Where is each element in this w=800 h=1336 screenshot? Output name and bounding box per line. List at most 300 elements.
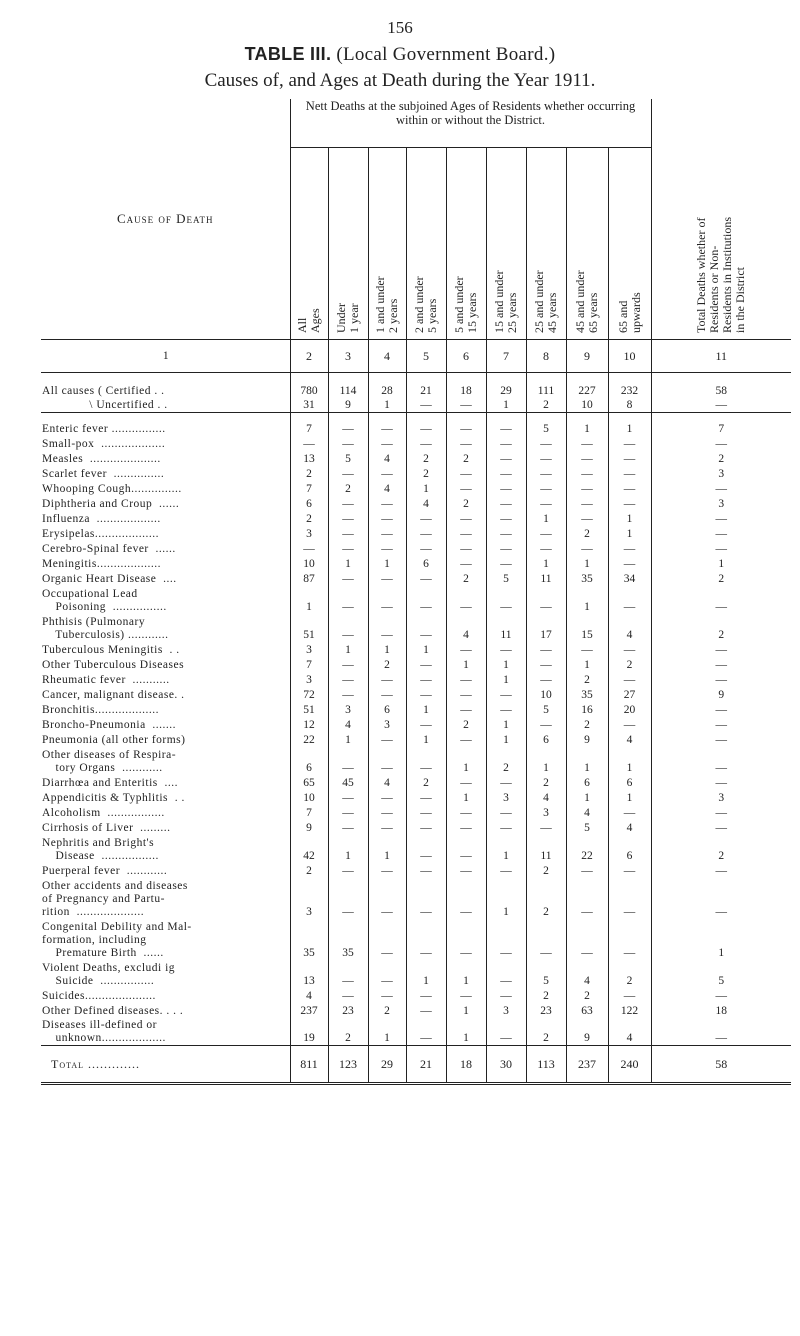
cause-label bbox=[41, 805, 290, 820]
cause-label-line: Suicides..................... bbox=[42, 989, 156, 1002]
cell-value: 2 bbox=[306, 864, 312, 877]
table-row bbox=[41, 835, 791, 863]
cell-value: — bbox=[406, 805, 446, 820]
cell-value: 111 bbox=[526, 373, 566, 398]
cell-value: — bbox=[368, 687, 406, 702]
cell-value: 9 bbox=[306, 821, 312, 834]
cell-value: — bbox=[328, 878, 368, 919]
cell-value: 20 bbox=[608, 702, 651, 717]
cell-value: 1 bbox=[486, 657, 526, 672]
cell-value: 1 bbox=[486, 835, 526, 863]
cause-label bbox=[41, 413, 290, 436]
cell-value: — bbox=[608, 556, 651, 571]
table-row bbox=[41, 687, 791, 702]
cell-value: — bbox=[608, 805, 651, 820]
cell-value: 13 bbox=[303, 974, 315, 987]
cause-label-line: Cancer, malignant disease. . bbox=[42, 688, 185, 701]
cell-value: — bbox=[406, 863, 446, 878]
cell-value: 28 bbox=[368, 373, 406, 398]
cell-value: — bbox=[406, 988, 446, 1003]
cell-value: — bbox=[651, 586, 791, 614]
age-header-line: 25 and under bbox=[532, 270, 546, 333]
cell-value: — bbox=[608, 496, 651, 511]
cause-label bbox=[41, 556, 290, 571]
cell-value: 10 bbox=[303, 557, 315, 570]
cell-value: 1 bbox=[368, 835, 406, 863]
cell-value: — bbox=[526, 717, 566, 732]
cell-value: — bbox=[406, 413, 446, 436]
column-number: 10 bbox=[608, 340, 651, 373]
cell-value: 10 bbox=[303, 791, 315, 804]
age-header-3 bbox=[368, 148, 406, 340]
cell-value: 2 bbox=[566, 988, 608, 1003]
cell-value: 2 bbox=[651, 571, 791, 586]
cell-value: — bbox=[526, 451, 566, 466]
cell-value: 65 bbox=[303, 776, 315, 789]
cell-value: — bbox=[486, 526, 526, 541]
cause-label-line: Small-pox ................... bbox=[42, 437, 166, 450]
cell-value: 2 bbox=[406, 775, 446, 790]
cause-label-line: Influenza ................... bbox=[42, 512, 161, 525]
cause-label bbox=[41, 496, 290, 511]
column-number: 5 bbox=[406, 340, 446, 373]
cell-value: 4 bbox=[566, 960, 608, 988]
cell-value: 23 bbox=[328, 1003, 368, 1018]
cause-label bbox=[41, 541, 290, 556]
cell-value: — bbox=[328, 863, 368, 878]
table-row bbox=[41, 805, 791, 820]
cell-value: — bbox=[651, 732, 791, 747]
table-row bbox=[41, 702, 791, 717]
age-header-line: 15 and under bbox=[492, 270, 506, 333]
age-header-line: All bbox=[295, 317, 309, 333]
cell-value: — bbox=[406, 436, 446, 451]
cause-label-line: rition .................... bbox=[42, 905, 145, 918]
age-header-line: upwards bbox=[628, 292, 643, 333]
cell-value: — bbox=[328, 541, 368, 556]
cell-value: — bbox=[303, 542, 315, 555]
cell-value: 11 bbox=[526, 835, 566, 863]
cell-value: 3 bbox=[368, 717, 406, 732]
cell-value: 11 bbox=[526, 571, 566, 586]
cell-value: 1 bbox=[446, 747, 486, 775]
cell-value: 2 bbox=[446, 496, 486, 511]
cell-value: — bbox=[651, 775, 791, 790]
cause-label-line: Tuberculosis) ............ bbox=[42, 628, 169, 641]
cell-value: — bbox=[368, 863, 406, 878]
age-header-line: 25 years bbox=[505, 292, 519, 333]
cell-value: 4 bbox=[328, 717, 368, 732]
cell-value: — bbox=[406, 687, 446, 702]
total-deaths-header bbox=[651, 99, 791, 340]
cell-value: — bbox=[328, 614, 368, 642]
cell-value: 4 bbox=[368, 481, 406, 496]
cell-value: 1 bbox=[486, 672, 526, 687]
cell-value: 22 bbox=[566, 835, 608, 863]
cell-value: 237 bbox=[300, 1004, 318, 1017]
cell-value: 6 bbox=[566, 775, 608, 790]
age-header-line: 65 years bbox=[586, 292, 600, 333]
cell-value: — bbox=[446, 687, 486, 702]
cause-label-line: Measles ..................... bbox=[42, 452, 161, 465]
column-number: 8 bbox=[526, 340, 566, 373]
cause-label bbox=[41, 732, 290, 747]
cell-value: — bbox=[328, 511, 368, 526]
cell-value: — bbox=[651, 820, 791, 835]
cell-value: 10 bbox=[526, 687, 566, 702]
cause-label-line: Suicide ................ bbox=[42, 974, 155, 987]
cell-value: 1 bbox=[526, 747, 566, 775]
cell-value: — bbox=[446, 511, 486, 526]
cell-value: — bbox=[446, 988, 486, 1003]
cell-value: 1 bbox=[486, 398, 526, 413]
cell-value: — bbox=[328, 747, 368, 775]
total-value: 240 bbox=[608, 1046, 651, 1084]
table-row bbox=[41, 960, 791, 988]
cell-value: — bbox=[368, 413, 406, 436]
cause-label bbox=[41, 511, 290, 526]
table-row bbox=[41, 373, 791, 398]
age-header-7 bbox=[526, 148, 566, 340]
age-header-line: 45 and under bbox=[573, 270, 587, 333]
cell-value: 4 bbox=[306, 989, 312, 1002]
cell-value: 1 bbox=[608, 747, 651, 775]
cell-value: 1 bbox=[651, 919, 791, 960]
cell-value: — bbox=[486, 1018, 526, 1046]
age-header-9 bbox=[608, 148, 651, 340]
cell-value: — bbox=[406, 878, 446, 919]
cell-value: 9 bbox=[566, 1018, 608, 1046]
cell-value: 23 bbox=[526, 1003, 566, 1018]
cell-value: — bbox=[446, 436, 486, 451]
cell-value: — bbox=[368, 747, 406, 775]
cell-value: — bbox=[368, 436, 406, 451]
column-number: 7 bbox=[486, 340, 526, 373]
cell-value: 6 bbox=[406, 556, 446, 571]
cell-value: 3 bbox=[328, 702, 368, 717]
cell-value: — bbox=[486, 496, 526, 511]
cell-value: — bbox=[566, 863, 608, 878]
table-row bbox=[41, 775, 791, 790]
cell-value: 2 bbox=[368, 1003, 406, 1018]
total-value: 29 bbox=[368, 1046, 406, 1084]
cause-label bbox=[41, 747, 290, 775]
cell-value: — bbox=[406, 526, 446, 541]
cell-value: 6 bbox=[306, 497, 312, 510]
table-row bbox=[41, 642, 791, 657]
table-row bbox=[41, 541, 791, 556]
cause-label-line: Enteric fever ................ bbox=[42, 422, 166, 435]
cell-value: — bbox=[608, 586, 651, 614]
cell-value: — bbox=[651, 436, 791, 451]
cell-value: — bbox=[328, 790, 368, 805]
cell-value: — bbox=[651, 398, 791, 413]
cell-value: — bbox=[328, 466, 368, 481]
cell-value: — bbox=[303, 437, 315, 450]
cause-label-line: Violent Deaths, excludi ig bbox=[42, 961, 176, 974]
cell-value: 1 bbox=[608, 526, 651, 541]
cause-label bbox=[41, 586, 290, 614]
cell-value: — bbox=[566, 451, 608, 466]
cell-value: 1 bbox=[608, 790, 651, 805]
cell-value: — bbox=[328, 571, 368, 586]
cell-value: 2 bbox=[608, 960, 651, 988]
cell-value: 1 bbox=[328, 556, 368, 571]
cell-value: — bbox=[368, 526, 406, 541]
cell-value: — bbox=[608, 672, 651, 687]
table-row bbox=[41, 747, 791, 775]
cell-value: 3 bbox=[306, 905, 312, 918]
cell-value: 3 bbox=[486, 1003, 526, 1018]
table-row bbox=[41, 413, 791, 436]
cell-value: 1 bbox=[446, 1003, 486, 1018]
cell-value: — bbox=[368, 878, 406, 919]
cell-value: — bbox=[368, 672, 406, 687]
cell-value: — bbox=[526, 642, 566, 657]
cell-value: 5 bbox=[526, 960, 566, 988]
cell-value: — bbox=[406, 820, 446, 835]
cell-value: 1 bbox=[608, 413, 651, 436]
cell-value: — bbox=[446, 732, 486, 747]
total-value: 21 bbox=[406, 1046, 446, 1084]
cell-value: 12 bbox=[303, 718, 315, 731]
age-header-line: 5 and under bbox=[452, 276, 466, 333]
cell-value: — bbox=[368, 496, 406, 511]
total-value: 811 bbox=[290, 1046, 328, 1084]
cause-label bbox=[41, 687, 290, 702]
cell-value: — bbox=[486, 586, 526, 614]
cell-value: 1 bbox=[368, 398, 406, 413]
cell-value: — bbox=[328, 687, 368, 702]
cell-value: 2 bbox=[406, 466, 446, 481]
column-number: 3 bbox=[328, 340, 368, 373]
cell-value: — bbox=[446, 878, 486, 919]
cell-value: — bbox=[566, 481, 608, 496]
cell-value: 1 bbox=[651, 556, 791, 571]
cell-value: 7 bbox=[306, 658, 312, 671]
cell-value: — bbox=[486, 541, 526, 556]
cause-label-line: Organic Heart Disease .... bbox=[42, 572, 177, 585]
cell-value: — bbox=[486, 919, 526, 960]
cell-value: 3 bbox=[306, 673, 312, 686]
cell-value: 5 bbox=[526, 413, 566, 436]
cell-value: — bbox=[526, 672, 566, 687]
cell-value: — bbox=[651, 878, 791, 919]
cause-label-line: Other accidents and diseases bbox=[42, 879, 188, 892]
cell-value: — bbox=[651, 642, 791, 657]
cell-value: 5 bbox=[328, 451, 368, 466]
cause-column-header: Cause of Death bbox=[41, 99, 290, 340]
column-number: 6 bbox=[446, 340, 486, 373]
cell-value: — bbox=[328, 496, 368, 511]
cell-value: 1 bbox=[608, 511, 651, 526]
cell-value: — bbox=[651, 481, 791, 496]
cause-label bbox=[41, 820, 290, 835]
cell-value: 17 bbox=[526, 614, 566, 642]
cell-value: — bbox=[368, 571, 406, 586]
cell-value: — bbox=[486, 436, 526, 451]
cause-label-line: Premature Birth ...... bbox=[42, 946, 164, 959]
cell-value: 27 bbox=[608, 687, 651, 702]
cell-value: — bbox=[608, 919, 651, 960]
cell-value: — bbox=[608, 466, 651, 481]
cause-label-line: Appendicitis & Typhlitis . . bbox=[42, 791, 185, 804]
cell-value: — bbox=[486, 511, 526, 526]
cell-value: — bbox=[526, 436, 566, 451]
cause-label bbox=[41, 1003, 290, 1018]
column-number: 9 bbox=[566, 340, 608, 373]
table-row bbox=[41, 571, 791, 586]
cell-value: 6 bbox=[368, 702, 406, 717]
cause-label-line: formation, including bbox=[42, 933, 147, 946]
cell-value: — bbox=[446, 541, 486, 556]
cell-value: — bbox=[328, 436, 368, 451]
cell-value: — bbox=[608, 541, 651, 556]
table-row bbox=[41, 481, 791, 496]
cell-value: — bbox=[406, 790, 446, 805]
cell-value: 5 bbox=[566, 820, 608, 835]
cell-value: 6 bbox=[526, 732, 566, 747]
total-header-line: Residents or Non- bbox=[707, 245, 722, 333]
cell-value: — bbox=[486, 481, 526, 496]
table-row bbox=[41, 732, 791, 747]
cell-value: 42 bbox=[303, 849, 315, 862]
cell-value: 2 bbox=[526, 863, 566, 878]
cell-value: 7 bbox=[290, 413, 328, 436]
cell-value: 6 bbox=[306, 761, 312, 774]
table-subtitle: Causes of, and Ages at Death during the Year 1911. bbox=[204, 70, 596, 91]
cell-value: 9 bbox=[328, 398, 368, 413]
cell-value: — bbox=[368, 732, 406, 747]
cell-value: — bbox=[486, 863, 526, 878]
cell-value: 2 bbox=[526, 878, 566, 919]
cell-value: — bbox=[608, 988, 651, 1003]
cause-label bbox=[41, 1018, 290, 1046]
cell-value: 8 bbox=[608, 398, 651, 413]
cell-value: 2 bbox=[328, 481, 368, 496]
cause-label bbox=[41, 835, 290, 863]
cell-value: — bbox=[406, 1003, 446, 1018]
cell-value: 2 bbox=[406, 451, 446, 466]
cell-value: — bbox=[566, 642, 608, 657]
cause-label-line: unknown................... bbox=[42, 1032, 166, 1044]
total-row bbox=[41, 1046, 791, 1084]
cause-label-line: Other Defined diseases. . . . bbox=[42, 1004, 184, 1017]
cell-value: 3 bbox=[306, 643, 312, 656]
table-row bbox=[41, 466, 791, 481]
cell-value: 5 bbox=[486, 571, 526, 586]
cell-value: 2 bbox=[368, 657, 406, 672]
cell-value: — bbox=[526, 657, 566, 672]
age-header-1 bbox=[290, 148, 328, 340]
age-header-line: 65 and bbox=[615, 300, 630, 333]
cell-value: — bbox=[446, 835, 486, 863]
cell-value: 2 bbox=[446, 451, 486, 466]
cell-value: — bbox=[446, 413, 486, 436]
table-row bbox=[41, 717, 791, 732]
cause-label-line: Diseases ill-defined or bbox=[42, 1019, 157, 1031]
cell-value: — bbox=[368, 820, 406, 835]
cell-value: — bbox=[486, 466, 526, 481]
cell-value: 1 bbox=[328, 732, 368, 747]
cell-value: 1 bbox=[368, 556, 406, 571]
cell-value: 63 bbox=[566, 1003, 608, 1018]
cause-label-line: Congenital Debility and Mal- bbox=[42, 920, 192, 933]
cell-value: — bbox=[368, 586, 406, 614]
cause-label-line: Erysipelas................... bbox=[42, 527, 160, 540]
cell-value: — bbox=[486, 702, 526, 717]
cell-value: — bbox=[446, 919, 486, 960]
table-row bbox=[41, 526, 791, 541]
cause-label bbox=[41, 657, 290, 672]
cell-value: 2 bbox=[328, 1018, 368, 1046]
cell-value: 227 bbox=[566, 373, 608, 398]
page-number: 156 bbox=[387, 18, 413, 37]
cell-value: — bbox=[526, 496, 566, 511]
cell-value: — bbox=[566, 511, 608, 526]
cell-value: 4 bbox=[446, 614, 486, 642]
table-row bbox=[41, 988, 791, 1003]
cell-value: 1 bbox=[446, 960, 486, 988]
cell-value: 1 bbox=[566, 657, 608, 672]
cell-value: 2 bbox=[566, 526, 608, 541]
cause-label-line: Occupational Lead bbox=[42, 587, 138, 600]
cell-value: — bbox=[446, 556, 486, 571]
total-header-line: Total Deaths whether of bbox=[694, 217, 709, 333]
cell-value: — bbox=[608, 863, 651, 878]
cell-value: — bbox=[406, 1018, 446, 1046]
cell-value: 1 bbox=[328, 835, 368, 863]
cell-value: 6 bbox=[608, 835, 651, 863]
cell-value: 1 bbox=[566, 790, 608, 805]
cause-label-line: Alcoholism ................. bbox=[42, 806, 165, 819]
age-header-line: Ages bbox=[308, 308, 322, 333]
cell-value: 1 bbox=[566, 556, 608, 571]
cause-label-line: Pneumonia (all other forms) bbox=[42, 733, 186, 746]
cell-value: — bbox=[406, 747, 446, 775]
cell-value: 9 bbox=[651, 687, 791, 702]
cell-value: — bbox=[406, 511, 446, 526]
cause-label-line: Other diseases of Respira- bbox=[42, 748, 177, 761]
cell-value: 1 bbox=[526, 511, 566, 526]
cell-value: 35 bbox=[566, 571, 608, 586]
cell-value: — bbox=[526, 541, 566, 556]
cell-value: 16 bbox=[566, 702, 608, 717]
cell-value: 1 bbox=[328, 642, 368, 657]
cause-label bbox=[41, 451, 290, 466]
cell-value: 1 bbox=[486, 878, 526, 919]
table-row bbox=[41, 1018, 791, 1046]
table-title bbox=[0, 44, 800, 66]
cell-value: — bbox=[446, 466, 486, 481]
cell-value: 7 bbox=[306, 482, 312, 495]
table-row bbox=[41, 790, 791, 805]
cause-label bbox=[41, 526, 290, 541]
cell-value: 45 bbox=[328, 775, 368, 790]
cell-value: 2 bbox=[608, 657, 651, 672]
cell-value: 2 bbox=[306, 467, 312, 480]
cell-value: 72 bbox=[303, 688, 315, 701]
cause-label-line: Poisoning ................ bbox=[42, 600, 167, 613]
column-number: 2 bbox=[290, 340, 328, 373]
cell-value: — bbox=[651, 863, 791, 878]
cell-value: — bbox=[486, 556, 526, 571]
cell-value: — bbox=[486, 451, 526, 466]
cell-value: 4 bbox=[608, 614, 651, 642]
table-row bbox=[41, 586, 791, 614]
cell-value: — bbox=[651, 526, 791, 541]
cell-value: 6 bbox=[608, 775, 651, 790]
